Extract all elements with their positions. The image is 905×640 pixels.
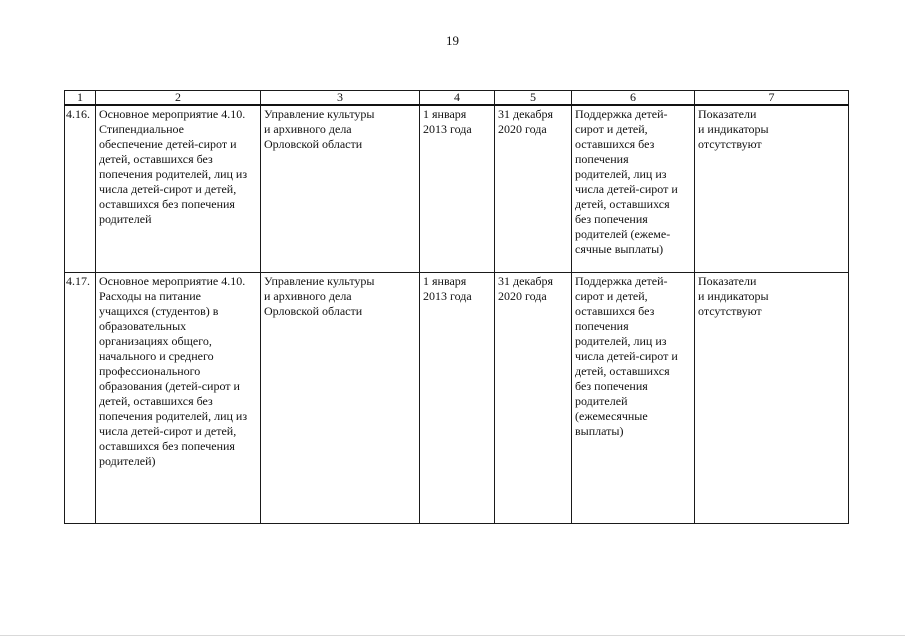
indicators-cell: Показатели и индикаторы отсутствуют xyxy=(695,105,849,272)
start-date-cell: 1 января 2013 года xyxy=(420,272,495,524)
activity-cell: Основное мероприятие 4.10. Стипендиальное обеспечение детей-сирот и детей, оставшихся без попечения родителей, лиц из числа детей-сирот и детей, оставшихся без попечения родителей xyxy=(96,105,261,272)
table-row xyxy=(65,105,849,272)
header-cell-7: 7 xyxy=(695,91,849,106)
header-cell-3: 3 xyxy=(261,91,420,106)
activity-cell: Основное мероприятие 4.10. Расходы на питание учащихся (студентов) в образовательных организациях общего, начального и среднего профессионального образования (детей-сирот и детей, оставшихся без попечения родителей, лиц из числа детей-сирот и детей, оставшихся без попечения родителей) xyxy=(96,272,261,524)
row-number: 4.17. xyxy=(65,272,96,524)
header-cell-1: 1 xyxy=(65,91,96,106)
table-row xyxy=(65,272,849,524)
result-cell: Поддержка детей- сирот и детей, оставшихся без попечения родителей, лиц из числа детей-сирот и детей, оставшихся без попечения родителей (ежеме- сячные выплаты) xyxy=(572,105,695,272)
scan-edge-line xyxy=(0,635,905,636)
executor-cell: Управление культуры и архивного дела Орловской области xyxy=(261,105,420,272)
header-cell-4: 4 xyxy=(420,91,495,106)
row-number: 4.16. xyxy=(65,105,96,272)
header-row xyxy=(65,91,849,106)
result-cell: Поддержка детей- сирот и детей, оставшихся без попечения родителей, лиц из числа детей-сирот и детей, оставшихся без попечения родителей (ежемесячные выплаты) xyxy=(572,272,695,524)
header-cell-2: 2 xyxy=(96,91,261,106)
page-number: 19 xyxy=(446,33,459,48)
end-date-cell: 31 декабря 2020 года xyxy=(495,272,572,524)
executor-cell: Управление культуры и архивного дела Орловской области xyxy=(261,272,420,524)
start-date-cell: 1 января 2013 года xyxy=(420,105,495,272)
header-cell-6: 6 xyxy=(572,91,695,106)
indicators-cell: Показатели и индикаторы отсутствуют xyxy=(695,272,849,524)
program-table xyxy=(64,90,849,524)
end-date-cell: 31 декабря 2020 года xyxy=(495,105,572,272)
header-cell-5: 5 xyxy=(495,91,572,106)
